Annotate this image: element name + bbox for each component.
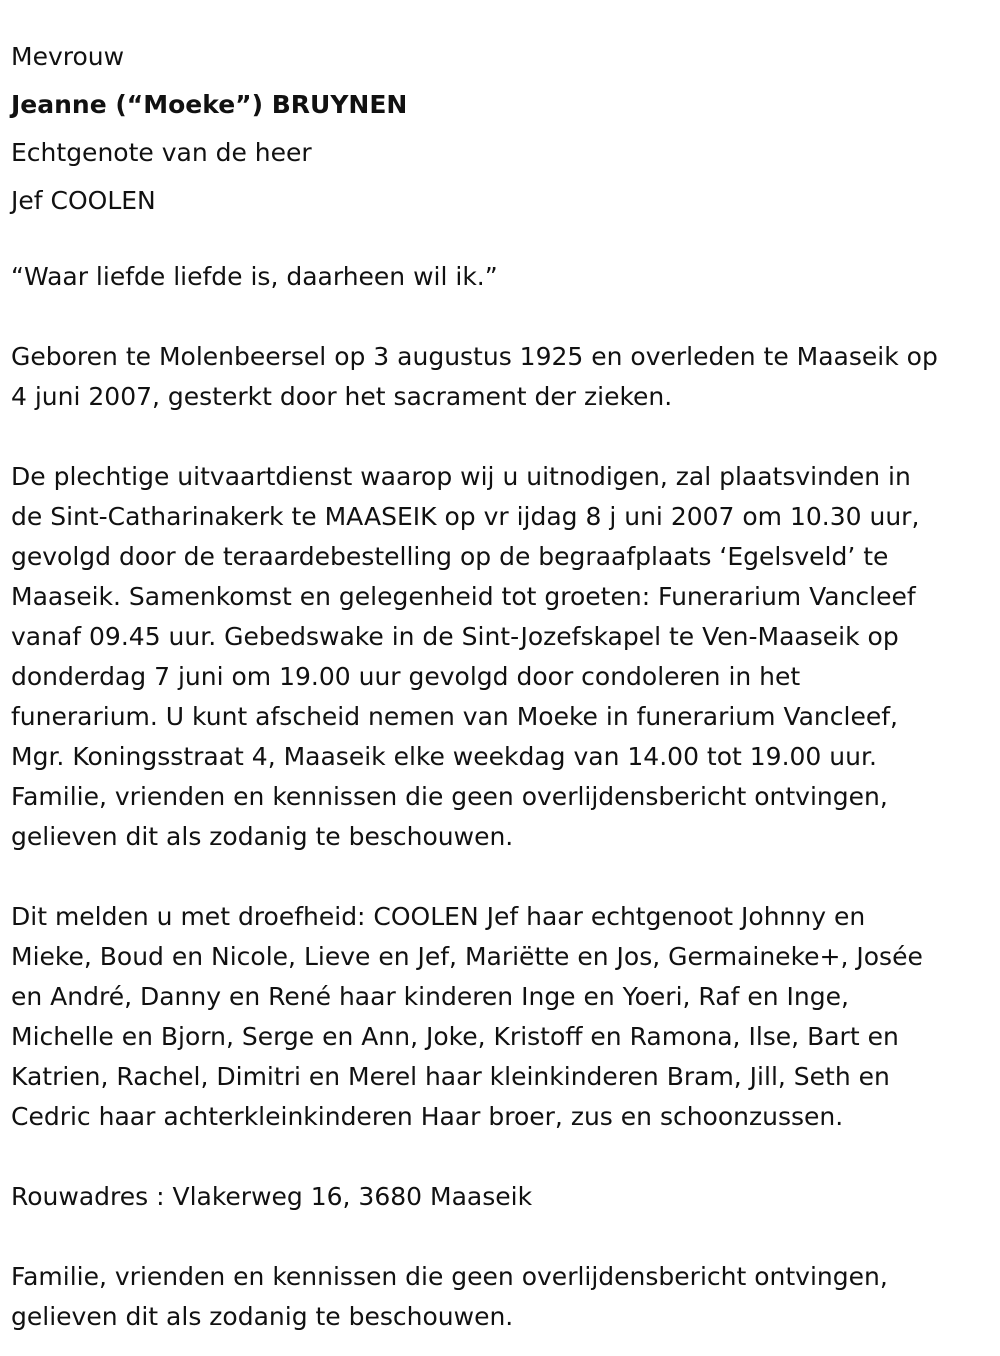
spouse-name: Jef COOLEN: [11, 186, 156, 215]
paragraph-line: Katrien, Rachel, Dimitri en Merel haar kleinkinderen Bram, Jill, Seth en: [11, 1062, 890, 1091]
paragraph-line: Cedric haar achterkleinkinderen Haar broer, zus en schoonzussen.: [11, 1102, 844, 1131]
quote: “Waar liefde liefde is, daarheen wil ik.”: [11, 262, 498, 291]
paragraph-line: De plechtige uitvaartdienst waarop wij u uitnodigen, zal plaatsvinden in: [11, 462, 911, 491]
spacer: [11, 297, 996, 337]
paragraph-line: gelieven dit als zodanig te beschouwen.: [11, 822, 514, 851]
mourning-address: Rouwadres : Vlakerweg 16, 3680 Maaseik: [11, 1182, 533, 1211]
paragraph-line: Michelle en Bjorn, Serge en Ann, Joke, Kristoff en Ramona, Ilse, Bart en: [11, 1022, 899, 1051]
spacer: [11, 1217, 996, 1257]
paragraph-line: gelieven dit als zodanig te beschouwen.: [11, 1302, 514, 1331]
paragraph-line: funerarium. U kunt afscheid nemen van Moeke in funerarium Vancleef,: [11, 702, 898, 731]
deceased-name: Jeanne (“Moeke”) BRUYNEN: [11, 90, 408, 119]
paragraph-line: gevolgd door de teraardebestelling op de begraafplaats ‘Egelsveld’ te: [11, 542, 889, 571]
closing-paragraph: [11, 1257, 996, 1337]
paragraph-line: vanaf 09.45 uur. Gebedswake in de Sint-Jozefskapel te Ven-Maaseik op: [11, 622, 899, 651]
paragraph-line: de Sint-Catharinakerk te MAASEIK op vr ijdag 8 j uni 2007 om 10.30 uur,: [11, 502, 920, 531]
paragraph-line: Geboren te Molenbeersel op 3 augustus 1925 en overleden te Maaseik op: [11, 342, 938, 371]
paragraph-line: 4 juni 2007, gesterkt door het sacrament der zieken.: [11, 382, 673, 411]
salutation: Mevrouw: [11, 42, 125, 71]
paragraph-line: Familie, vrienden en kennissen die geen overlijdensbericht ontvingen,: [11, 782, 888, 811]
paragraph-line: Dit melden u met droefheid: COOLEN Jef haar echtgenoot Johnny en: [11, 902, 866, 931]
paragraph-line: Mgr. Koningsstraat 4, Maaseik elke weekdag van 14.00 tot 19.00 uur.: [11, 742, 877, 771]
spacer: [11, 857, 996, 897]
paragraph-line: donderdag 7 juni om 19.00 uur gevolgd door condoleren in het: [11, 662, 801, 691]
birth-death-paragraph: [11, 337, 996, 417]
funeral-service-paragraph: [11, 457, 996, 857]
family-paragraph: [11, 897, 996, 1137]
obituary-notice: [11, 33, 996, 1337]
paragraph-line: Mieke, Boud en Nicole, Lieve en Jef, Mariëtte en Jos, Germaineke+, Josée: [11, 942, 923, 971]
spacer: [11, 225, 996, 257]
paragraph-line: en André, Danny en René haar kinderen Inge en Yoeri, Raf en Inge,: [11, 982, 849, 1011]
spacer: [11, 1137, 996, 1177]
relation-line: Echtgenote van de heer: [11, 138, 312, 167]
spacer: [11, 417, 996, 457]
paragraph-line: Maaseik. Samenkomst en gelegenheid tot groeten: Funerarium Vancleef: [11, 582, 916, 611]
paragraph-line: Familie, vrienden en kennissen die geen overlijdensbericht ontvingen,: [11, 1262, 888, 1291]
